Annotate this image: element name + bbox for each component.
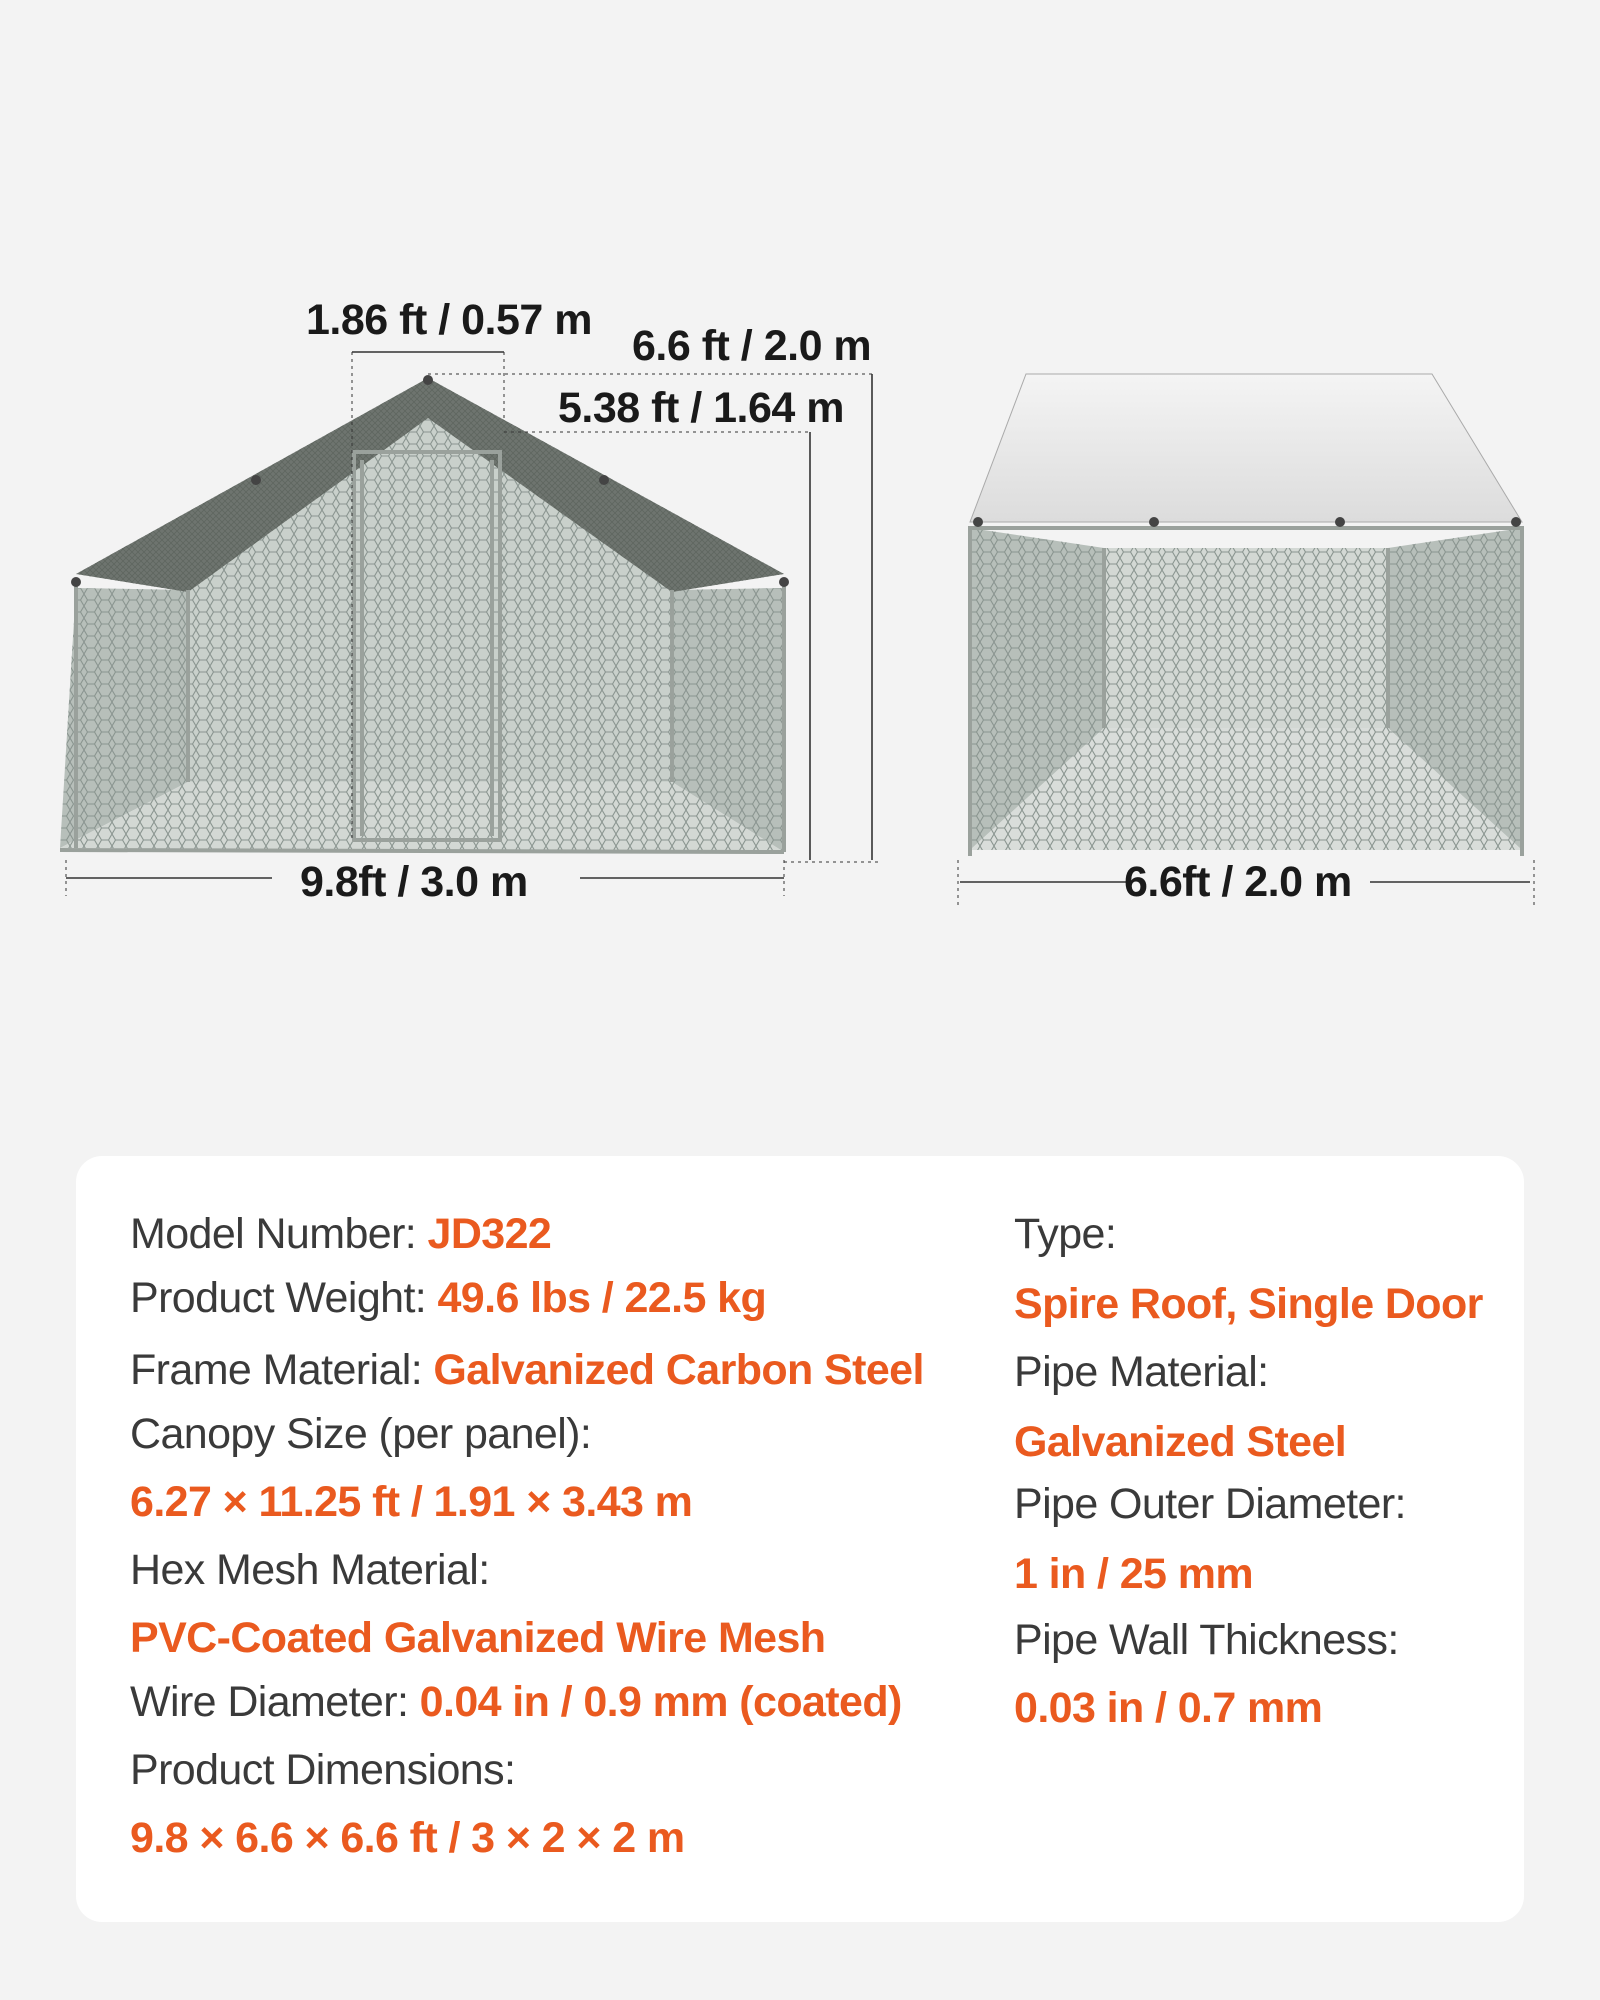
spec-model	[130, 1210, 551, 1259]
length-label: 9.8ft / 3.0 m	[300, 858, 528, 906]
spec-frame	[130, 1346, 924, 1395]
spec-wire-label: Wire Diameter:	[130, 1678, 420, 1726]
spec-type-label: Type:	[1014, 1210, 1117, 1258]
spec-model-label: Model Number:	[130, 1210, 428, 1258]
spec-dims-value: 9.8 × 6.6 × 6.6 ft / 3 × 2 × 2 m	[130, 1814, 685, 1862]
spec-canopy-label: Canopy Size (per panel):	[130, 1410, 592, 1458]
spec-pipe-wall-value: 0.03 in / 0.7 mm	[1014, 1684, 1323, 1732]
spec-dims-label: Product Dimensions:	[130, 1746, 516, 1794]
coop-illustrations	[0, 0, 1600, 960]
width-label: 6.6ft / 2.0 m	[1124, 858, 1352, 906]
spec-frame-value: Galvanized Carbon Steel	[433, 1346, 924, 1394]
total-height-label: 6.6 ft / 2.0 m	[632, 322, 872, 370]
spec-weight-value: 49.6 lbs / 22.5 kg	[437, 1274, 767, 1322]
spec-pipe-wall-label: Pipe Wall Thickness:	[1014, 1616, 1399, 1664]
spec-frame-label: Frame Material:	[130, 1346, 434, 1394]
spec-wire-value: 0.04 in / 0.9 mm (coated)	[419, 1678, 902, 1726]
spec-pipe-material-label: Pipe Material:	[1014, 1348, 1269, 1396]
spec-weight	[130, 1274, 766, 1323]
spec-card	[76, 1156, 1524, 1922]
coop-side-view	[958, 374, 1534, 906]
spec-pipe-od-label: Pipe Outer Diameter:	[1014, 1480, 1406, 1528]
spec-pipe-od-value: 1 in / 25 mm	[1014, 1550, 1253, 1598]
spec-model-value: JD322	[427, 1210, 552, 1258]
side-height-label: 5.38 ft / 1.64 m	[558, 384, 844, 432]
spec-pipe-material-value: Galvanized Steel	[1014, 1418, 1347, 1466]
spec-type-value: Spire Roof, Single Door	[1014, 1280, 1483, 1328]
spec-mesh-label: Hex Mesh Material:	[130, 1546, 490, 1594]
door-width-label: 1.86 ft / 0.57 m	[306, 296, 592, 344]
spec-canopy-value: 6.27 × 11.25 ft / 1.91 × 3.43 m	[130, 1478, 693, 1526]
product-diagram	[0, 0, 1600, 960]
spec-weight-label: Product Weight:	[130, 1274, 438, 1322]
spec-wire	[130, 1678, 902, 1727]
spec-mesh-value: PVC-Coated Galvanized Wire Mesh	[130, 1614, 826, 1662]
coop-front-view	[60, 352, 880, 896]
